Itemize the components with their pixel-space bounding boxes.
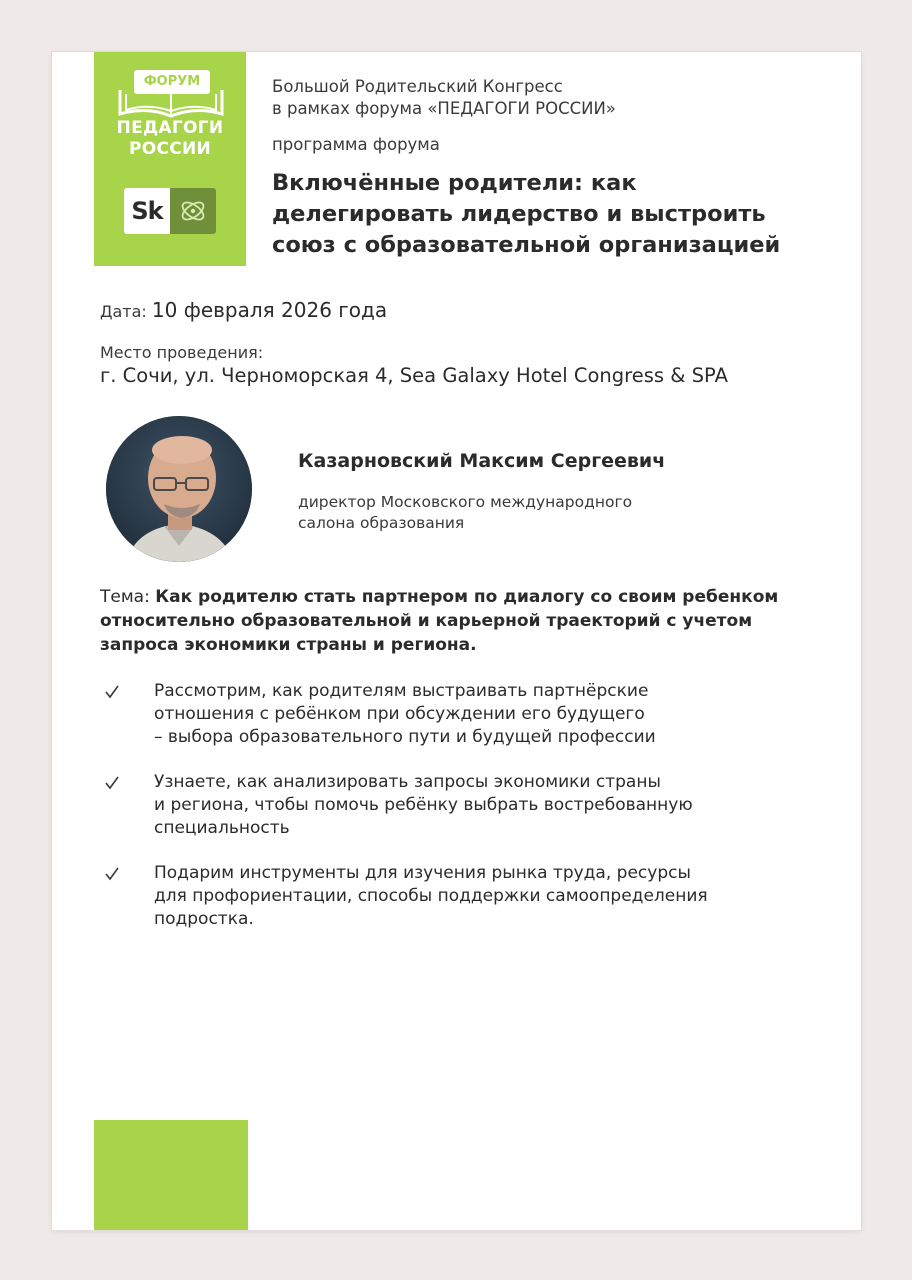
congress-line2: в рамках форума «ПЕДАГОГИ РОССИИ»: [272, 99, 616, 118]
speaker-photo: [106, 416, 252, 562]
bullet-list: [104, 680, 824, 953]
title-line3: союз с образовательной организацией: [272, 232, 781, 258]
date-value: 10 февраля 2026 года: [151, 298, 388, 322]
bullet-line: Рассмотрим, как родителям выстраивать партнёрские: [154, 681, 649, 701]
title-line1: Включённые родители: как: [272, 170, 637, 196]
checkmark-icon: [104, 775, 120, 791]
congress-line1: Большой Родительский Конгресс: [272, 77, 563, 96]
checkmark-icon: [104, 866, 120, 882]
bullet-line: и региона, чтобы помочь ребёнку выбрать востребованную: [154, 795, 693, 815]
topic-text-line1: Как родителю стать партнером по диалогу со своим ребенком: [155, 587, 779, 607]
sk-label: Sk: [124, 188, 170, 234]
speaker-name: Казарновский Максим Сергеевич: [298, 450, 666, 472]
topic: [100, 585, 830, 657]
bullet-line: подростка.: [154, 909, 254, 929]
forum-logo: [94, 52, 246, 266]
bullet-line: специальность: [154, 818, 290, 838]
bullet-text: [154, 862, 824, 931]
program-label: программа форума: [272, 135, 440, 154]
page-title: [272, 168, 832, 261]
logo-title-line1: ПЕДАГОГИ: [116, 118, 224, 138]
date-label: Дата:: [100, 302, 147, 321]
bullet-line: – выбора образовательного пути и будущей профессии: [154, 727, 656, 747]
logo-title: [94, 118, 246, 160]
forum-label: ФОРУМ: [134, 70, 210, 94]
place-label: Место проведения:: [100, 343, 264, 362]
bullet-line: для профориентации, способы поддержки самоопределения: [154, 886, 708, 906]
topic-text-line3: запроса экономики страны и региона.: [100, 635, 477, 655]
atom-icon: [170, 188, 216, 234]
bullet-line: Подарим инструменты для изучения рынка труда, ресурсы: [154, 863, 691, 883]
place-value: г. Сочи, ул. Черноморская 4, Sea Galaxy Hotel Congress & SPA: [100, 364, 728, 387]
speaker-role-line2: салона образования: [298, 514, 465, 532]
speaker-role: [298, 492, 738, 534]
topic-label: Тема:: [100, 587, 150, 607]
bullet-text: [154, 680, 824, 749]
bullet-text: [154, 771, 824, 840]
checkmark-icon: [104, 684, 120, 700]
title-line2: делегировать лидерство и выстроить: [272, 201, 766, 227]
bullet-line: отношения с ребёнком при обсуждении его будущего: [154, 704, 645, 724]
topic-text-line2: относительно образовательной и карьерной траекторий с учетом: [100, 611, 753, 631]
speaker-portrait-icon: [106, 416, 252, 562]
speaker-role-line1: директор Московского международного: [298, 493, 633, 511]
decorative-green-block: [94, 1120, 248, 1230]
event-date: [100, 298, 820, 322]
logo-title-line2: РОССИИ: [128, 139, 212, 159]
topic-line1: [100, 585, 830, 609]
list-item: [104, 680, 824, 749]
skolkovo-badge: [124, 188, 216, 234]
congress-title: [272, 76, 832, 120]
list-item: [104, 771, 824, 840]
list-item: [104, 862, 824, 931]
bullet-line: Узнаете, как анализировать запросы экономики страны: [154, 772, 661, 792]
header: [272, 76, 832, 261]
